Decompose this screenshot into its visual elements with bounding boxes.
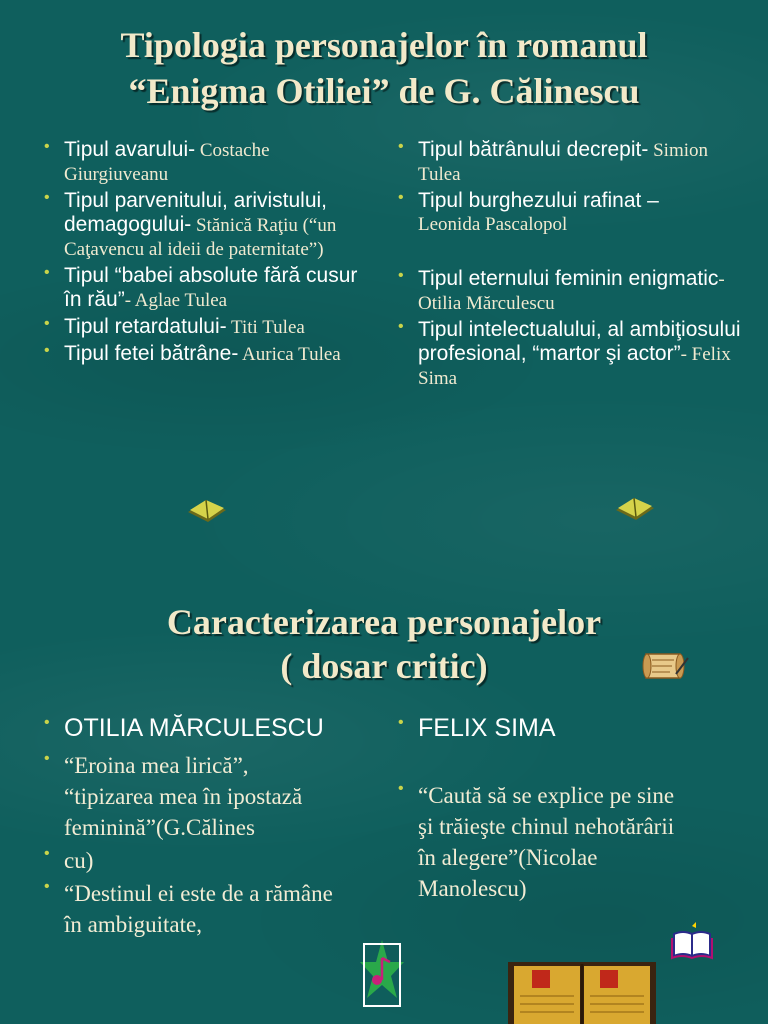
slide2-title-line2: ( dosar critic): [280, 646, 488, 686]
slide1-right-list: [388, 138, 748, 393]
open-book-icon: [670, 922, 714, 962]
list-item: • “Caută să se explice pe sine şi trăieşte chinul nehotărârii în alegere”(Nicolae Manolescu): [388, 780, 688, 904]
book-icon: [614, 496, 656, 524]
list-item: • Tipul “babei absolute fără cusur în rău”- Aglae Tulea: [34, 264, 374, 313]
slide1-title: [0, 22, 768, 114]
list-item: • OTILIA MĂRCULESCU: [34, 714, 334, 742]
list-item: • Tipul fetei bătrâne- Aurica Tulea: [34, 342, 374, 367]
slide1-title-line2: “Enigma Otiliei” de G. Călinescu: [128, 71, 640, 111]
scroll-icon: [642, 648, 690, 684]
music-note-icon: [360, 940, 404, 1010]
list-item: • Tipul burghezului rafinat – Leonida Pascalopol: [388, 189, 748, 237]
list-item: • Tipul avarului- Costache Giurgiuveanu: [34, 138, 374, 187]
list-item: • cu): [34, 845, 334, 876]
list-item: • FELIX SIMA: [388, 714, 688, 742]
book-icon: [186, 498, 228, 526]
list-item: • Tipul intelectualului, al ambiţiosului profesional, “martor şi actor”- Felix Sima: [388, 318, 748, 391]
slide1-title-line1: Tipologia personajelor în romanul: [120, 25, 648, 65]
slide2-title-line1: Caracterizarea personajelor: [166, 602, 602, 642]
list-item: • Tipul bătrânului decrepit- Simion Tulea: [388, 138, 748, 187]
large-open-book-icon: [506, 958, 658, 1024]
list-item: • “Eroina mea lirică”, “tipizarea mea în ipostază feminină”(G.Călines: [34, 750, 334, 843]
slide1-left-list: [34, 138, 374, 369]
list-item: • “Destinul ei este de a rămâne în ambiguitate,: [34, 878, 334, 940]
slide2-left-list: [34, 714, 334, 942]
list-item: • Tipul retardatului- Titi Tulea: [34, 315, 374, 340]
slide2-right-list: [388, 714, 688, 906]
list-item: • Tipul parvenitului, arivistului, demagogului- Stănică Raţiu (“un Caţavencu al ideii de paternitate”): [34, 189, 374, 262]
list-item: • Tipul eternului feminin enigmatic- Otilia Mărculescu: [388, 267, 748, 316]
